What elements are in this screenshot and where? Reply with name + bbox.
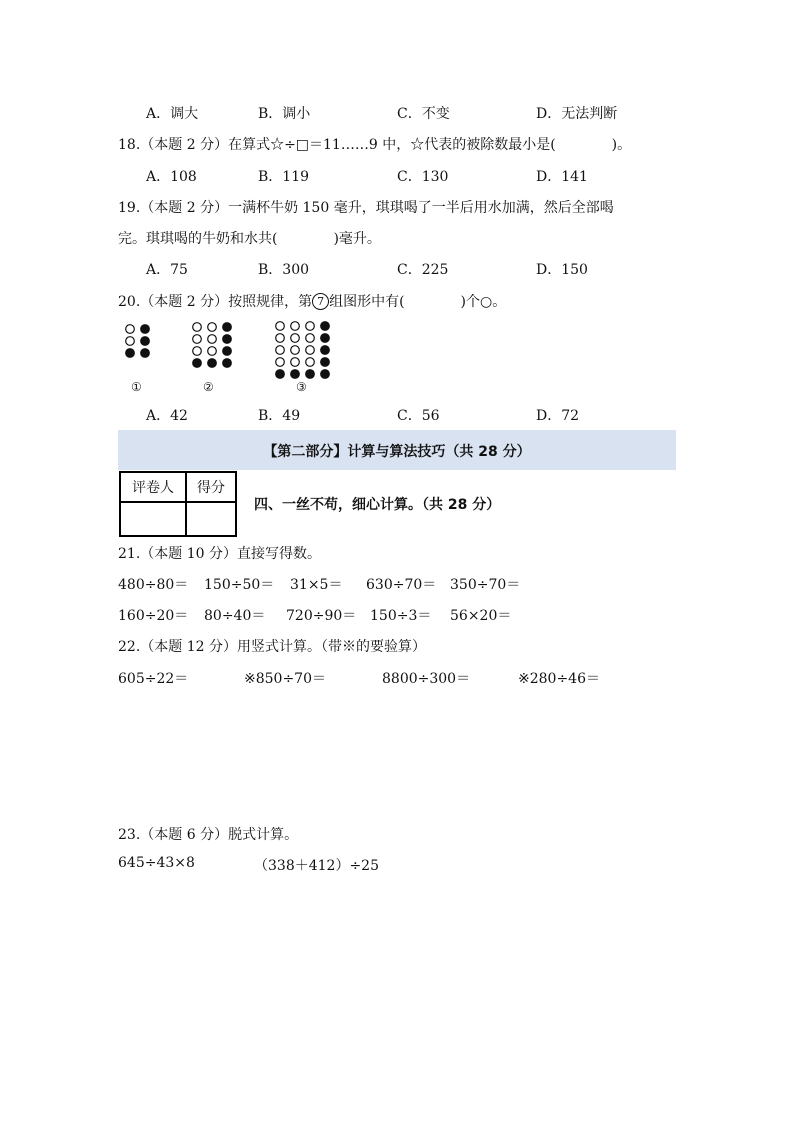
q22-question: 22.（本题 12 分）用竖式计算。（带※的要验算）	[118, 639, 426, 655]
q21-item: 480÷80＝	[118, 577, 189, 593]
score-table	[119, 471, 237, 537]
score-cell	[186, 502, 236, 536]
q19-question-line1: 19.（本题 2 分）一满杯牛奶 150 毫升，琪琪喝了一半后用水加满，然后全部喝	[118, 200, 614, 216]
q21-item: 56×20＝	[450, 608, 512, 624]
section4-title: 四、一丝不苟，细心计算。（共 28 分）	[254, 497, 501, 513]
q20-option-a: A．42	[146, 408, 188, 424]
q21-item: 150÷3＝	[370, 608, 432, 624]
q17-option-d: D．无法判断	[536, 106, 618, 122]
q19-option-b: B．300	[258, 262, 310, 278]
q19-option-c: C．225	[397, 262, 449, 278]
part2-title: 【第二部分】计算与算法技巧（共 28 分）	[263, 444, 531, 460]
q21-item: 720÷90＝	[286, 608, 357, 624]
q18-option-a: A．108	[146, 169, 197, 185]
figure-1-dots	[126, 325, 150, 358]
q22-item: ※850÷70＝	[244, 671, 326, 687]
q21-item: 630÷70＝	[366, 577, 437, 593]
q17-option-b: B．调小	[258, 106, 311, 122]
q21-question: 21.（本题 10 分）直接写得数。	[118, 546, 321, 562]
q22-item: ※280÷46＝	[518, 671, 600, 687]
q21-item: 150÷50＝	[204, 577, 275, 593]
grader-header: 评卷人	[120, 472, 186, 502]
q20-option-d: D．72	[536, 408, 580, 424]
q20-circled-number: 7	[312, 293, 329, 310]
q17-option-a: A．调大	[146, 106, 199, 122]
q23-item: 645÷43×8	[118, 855, 195, 871]
q19-option-d: D．150	[536, 262, 588, 278]
q20-text-before: 20.（本题 2 分）按照规律，第	[118, 294, 313, 310]
figure-2-dots	[193, 323, 232, 368]
q21-item: 80÷40＝	[204, 608, 266, 624]
q21-item: 160÷20＝	[118, 608, 189, 624]
q20-text-after: 组图形中有( )个○。	[329, 294, 507, 310]
q18-option-d: D．141	[536, 169, 588, 185]
q23-question: 23.（本题 6 分）脱式计算。	[118, 827, 299, 843]
q19-question-line2: 完。琪琪喝的牛奶和水共( )毫升。	[118, 231, 381, 247]
q18-option-b: B．119	[258, 169, 310, 185]
grader-cell	[120, 502, 186, 536]
figure-2-label: ②	[203, 380, 214, 394]
q18-option-c: C．130	[397, 169, 449, 185]
q21-item: 350÷70＝	[450, 577, 521, 593]
q19-option-a: A．75	[146, 262, 188, 278]
q23-item: （338＋412）÷25	[254, 858, 379, 874]
figure-1-label: ①	[131, 380, 142, 394]
q17-option-c: C．不变	[397, 106, 450, 122]
q20-dot-figures	[118, 318, 348, 382]
q21-item: 31×5＝	[290, 577, 343, 593]
q20-option-c: C．56	[397, 408, 440, 424]
score-header: 得分	[186, 472, 236, 502]
figure-3-label: ③	[296, 380, 307, 394]
part2-header-band	[118, 430, 676, 470]
q22-item: 8800÷300＝	[382, 671, 471, 687]
q20-option-b: B．49	[258, 408, 301, 424]
q22-item: 605÷22＝	[118, 671, 189, 687]
figure-3-dots	[276, 322, 330, 379]
q20-question	[118, 291, 506, 311]
q18-question: 18.（本题 2 分）在算式☆÷□＝11……9 中，☆代表的被除数最小是( )。	[118, 137, 632, 153]
